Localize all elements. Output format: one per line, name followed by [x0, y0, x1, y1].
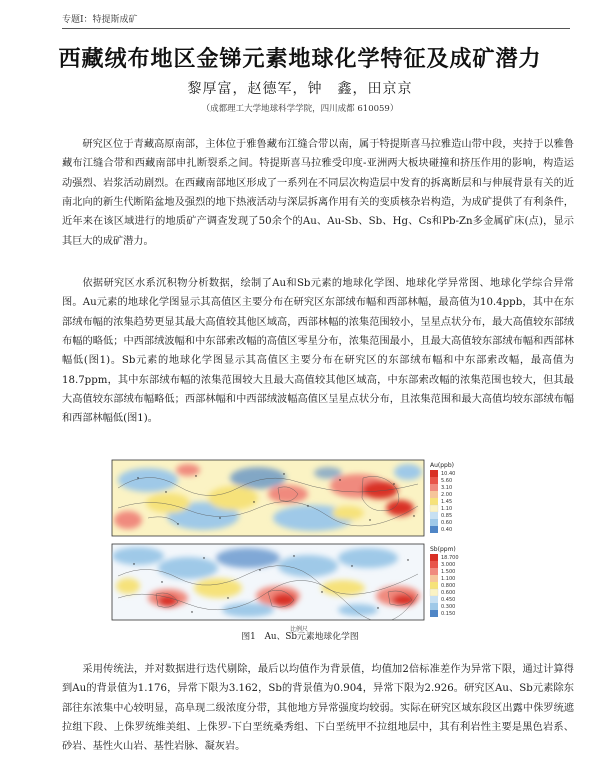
sb-legend-value: 18.700 — [441, 555, 459, 561]
au-legend-value: 0.60 — [441, 520, 453, 526]
legend-swatch — [430, 596, 438, 603]
sb-legend-title: Sb(ppm) — [430, 546, 456, 553]
sb-legend — [430, 546, 459, 617]
sb-legend-value: 0.300 — [441, 604, 456, 610]
legend-swatch — [430, 491, 438, 498]
paragraph-results: 依据研究区水系沉积物分析数据，绘制了Au和Sb元素的地球化学图、地球化学异常图、地球化学综合异常图。Au元素的地球化学图显示其高值区主要分布在研究区东部绒布幅和西部林幅，最高值为10.4ppb，其中在东部绒布幅的浓集趋势更显其最大高值较其他区域高，西部林幅的浓集范围较小，呈星点状分布，最大高值较东部绒布幅的略低；中西部绒波幅和中东部索改幅的高值区零星分布，浓集范围最小，且最大高值较东部绒布幅和西部林幅低(图1)。Sb元素的地球化学图显示其高值区主要分布在研究区的东部绒布幅和中东部索改幅，最高值为18.7ppm，其中东部绒布幅的浓集范围较大且最大高值较其他区域高，中东部索改幅的浓集范围也较大，但其最大高值较东部绒布幅略低；西部林幅和中西部绒波幅高值区呈星点状分布，且浓集范围和最大高值均较东部绒布幅和西部林幅低(图1)。 — [62, 278, 574, 425]
legend-swatch — [430, 582, 438, 589]
running-header — [62, 6, 570, 26]
legend-swatch — [430, 512, 438, 519]
au-legend-value: 1.10 — [441, 506, 453, 512]
legend-swatch — [430, 603, 438, 610]
sb-legend-value: 3.000 — [441, 562, 456, 568]
legend-swatch — [430, 519, 438, 526]
legend-swatch — [430, 484, 438, 491]
legend-swatch — [430, 610, 438, 617]
legend-swatch — [430, 498, 438, 505]
au-legend-value: 0.40 — [441, 527, 453, 533]
sb-legend-value: 0.600 — [441, 590, 456, 596]
au-legend-value: 5.60 — [441, 478, 453, 484]
au-legend-value: 2.00 — [441, 492, 453, 498]
au-legend-value: 1.45 — [441, 499, 453, 505]
paragraph-anomaly: 采用传统法，并对数据进行迭代剔除，最后以均值作为背景值，均值加2倍标准差作为异常下限，通过计算得到Au的背景值为1.176，异常下限为3.162，Sb的背景值为0.904，异常下限为2.926。研究区Au、Sb元素除东部往东浓集中心较明显，高阜现二级浓度分带，其他地方异常强度均较弱。实际在研究区域东段区出露中侏罗统遮拉组下段、上侏罗统维美组、上侏罗-下白垩统桑秀组、下白垩统甲不拉组地层中，其有利岩性主要是黑色岩系、砂岩、基性火山岩、基性岩脉、凝灰岩。 — [62, 664, 574, 753]
figure-geochem-maps — [108, 458, 472, 624]
sb-legend-value: 1.100 — [441, 576, 456, 582]
affiliation: （成都理工大学地球科学学院，四川成都 610059） — [201, 104, 399, 114]
legend-swatch — [430, 526, 438, 533]
au-legend-title: Au(ppb) — [430, 462, 455, 469]
legend-swatch — [430, 554, 438, 561]
au-legend-value: 10.40 — [441, 471, 456, 477]
legend-swatch — [430, 568, 438, 575]
legend-swatch — [430, 575, 438, 582]
au-map — [112, 460, 424, 536]
legend-swatch — [430, 477, 438, 484]
au-legend — [430, 462, 455, 533]
au-legend-value: 0.85 — [441, 513, 453, 519]
paper-title: 西藏绒布地区金锑元素地球化学特征及成矿潜力 — [58, 47, 542, 72]
legend-swatch — [430, 505, 438, 512]
sb-legend-value: 0.450 — [441, 597, 456, 603]
sb-legend-value: 1.500 — [441, 569, 456, 575]
running-head-text: 专题Ⅰ：特提斯成矿 — [62, 15, 138, 25]
sb-map — [112, 544, 424, 622]
legend-swatch — [430, 470, 438, 477]
sb-legend-value: 0.150 — [441, 611, 456, 617]
scale-bar-label: 比例尺 — [290, 626, 309, 633]
legend-swatch — [430, 561, 438, 568]
paragraph-intro: 研究区位于青藏高原南部，主体位于雅鲁藏布江缝合带以南，属于特提斯喜马拉雅造山带中段，夹持于以雅鲁藏布江缝合带和西藏南部申扎断裂系之间。特提斯喜马拉雅受印度-亚洲两大板块碰撞和挤压作用的影响，构造运动强烈、岩浆活动剧烈。在西藏南部地区形成了一系列在不同层次构造层中发育的拆离断层和与伸展背景有关的近南北向的新生代断陷盆地及强烈的地下热液活动与深层拆离作用有关的变质核杂岩构造，为成矿提供了有利条件，近年来在该区域进行的地质矿产调查发现了50余个的Au、Au-Sb、Sb、Hg、Cs和Pb-Zn多金属矿床(点)，显示其巨大的成矿潜力。 — [62, 139, 574, 247]
header-rule — [62, 28, 570, 29]
figure-caption: 图1 Au、Sb元素地球化学图 — [241, 632, 359, 642]
geochem-map-svg — [108, 458, 472, 624]
au-legend-value: 3.10 — [441, 485, 453, 491]
sb-legend-value: 0.800 — [441, 583, 456, 589]
legend-swatch — [430, 589, 438, 596]
author-list: 黎厚富，赵德军，钟 鑫，田京京 — [187, 81, 413, 97]
